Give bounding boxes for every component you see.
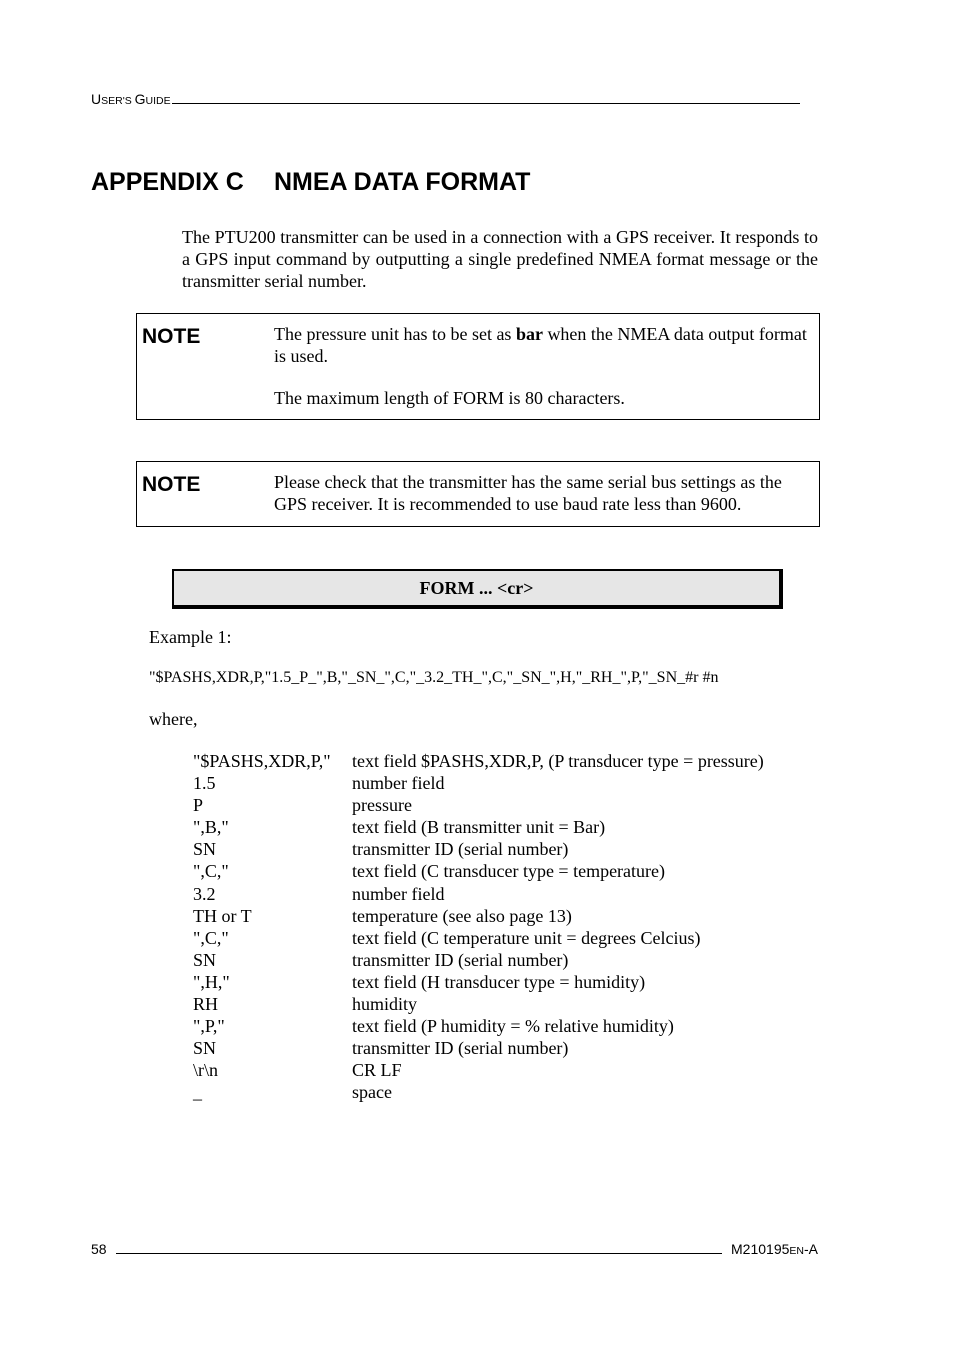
definition-key: \r\n xyxy=(193,1060,218,1081)
note-text: Please check that the transmitter has the same serial bus settings as the GPS receiver. It is recommended to use baud rate less than 9600. xyxy=(274,472,782,514)
doc-code-main: M210195 xyxy=(731,1241,790,1257)
definition-value: text field $PASHS,XDR,P, (P transducer type = pressure) xyxy=(352,751,764,771)
header-rule xyxy=(172,90,800,104)
definition-key: SN xyxy=(193,949,217,970)
definition-value: transmitter ID (serial number) xyxy=(352,1038,569,1059)
definition-value: text field (B transmitter unit = Bar) xyxy=(352,817,606,838)
definition-row xyxy=(193,838,764,860)
definition-value: text field (C temperature unit = degrees Celcius) xyxy=(352,927,701,948)
note-box-pressure-unit xyxy=(136,313,820,420)
note-text-part: when the NMEA data output format is used. xyxy=(274,324,807,366)
definition-key: ",C," xyxy=(193,927,229,948)
definition-value: transmitter ID (serial number) xyxy=(352,839,569,860)
where-label: where, xyxy=(149,709,198,729)
definition-value: pressure xyxy=(352,795,412,816)
page-number: 58 xyxy=(91,1241,107,1257)
definition-value: temperature (see also page 13) xyxy=(352,905,572,926)
note-line-form-length: The maximum length of FORM is 80 characters. xyxy=(274,388,625,408)
note-box-serial-settings xyxy=(136,461,820,527)
definition-row xyxy=(193,794,764,816)
definition-row xyxy=(193,1081,764,1103)
definition-row xyxy=(193,772,764,794)
running-footer xyxy=(91,1240,818,1257)
definition-key: SN xyxy=(193,839,217,860)
definition-key: _ xyxy=(193,1082,202,1103)
definition-key: ",H," xyxy=(193,971,230,992)
doc-code-suffix: -A xyxy=(804,1241,818,1257)
field-definitions xyxy=(193,750,764,1104)
definition-value: text field (P humidity = % relative humidity) xyxy=(352,1016,674,1037)
definition-value: transmitter ID (serial number) xyxy=(352,949,569,970)
definition-key: "$PASHS,XDR,P," xyxy=(193,751,331,771)
appendix-number: APPENDIX C xyxy=(91,168,244,196)
definition-key: TH or T xyxy=(193,905,252,926)
header-guide-uide: UIDE xyxy=(145,95,171,107)
definition-key: 1.5 xyxy=(193,773,216,794)
definition-row xyxy=(193,1059,764,1081)
definition-row xyxy=(193,1037,764,1059)
definition-row xyxy=(193,750,764,772)
example-string: "$PASHS,XDR,P,"1.5_P_",B,"_SN_",C,"_3.2_TH_",C,"_SN_",H,"_RH_",P,"_SN_#r #n xyxy=(149,669,719,686)
definition-row xyxy=(193,905,764,927)
definition-value: space xyxy=(352,1082,392,1103)
definition-row xyxy=(193,816,764,838)
doc-code-en: EN xyxy=(789,1245,804,1257)
document-code xyxy=(731,1241,818,1257)
definition-row xyxy=(193,860,764,882)
example-label: Example 1: xyxy=(149,627,232,647)
definition-key: P xyxy=(193,795,204,816)
definition-key: RH xyxy=(193,994,219,1015)
definition-value: text field (C transducer type = temperature) xyxy=(352,861,666,882)
definition-row xyxy=(193,993,764,1015)
definition-value: humidity xyxy=(352,994,418,1015)
note-text xyxy=(274,323,819,409)
definition-key: 3.2 xyxy=(193,883,216,904)
definition-value: number field xyxy=(352,883,445,904)
command-box: FORM ... <cr> xyxy=(172,569,783,609)
note-label: NOTE xyxy=(142,325,201,348)
definition-value: CR LF xyxy=(352,1060,402,1081)
running-header xyxy=(91,90,817,107)
definition-key: SN xyxy=(193,1038,217,1059)
definition-row xyxy=(193,1015,764,1037)
definition-row xyxy=(193,927,764,949)
definition-key: ",B," xyxy=(193,817,229,838)
intro-paragraph: The PTU200 transmitter can be used in a connection with a GPS receiver. It responds to a GPS input command by outputting a single predefined NMEA format message or the transmitter serial number. xyxy=(182,227,818,291)
definition-value: text field (H transducer type = humidity) xyxy=(352,971,646,992)
definition-key: ",P," xyxy=(193,1016,225,1037)
definition-value: number field xyxy=(352,773,445,794)
definition-row xyxy=(193,971,764,993)
appendix-heading: NMEA DATA FORMAT xyxy=(274,168,531,196)
note-text-part: The pressure unit has to be set as xyxy=(274,324,516,344)
header-guide-u: U xyxy=(91,91,102,107)
footer-rule xyxy=(116,1240,722,1254)
note-label: NOTE xyxy=(142,473,201,496)
definition-row xyxy=(193,949,764,971)
definition-key: ",C," xyxy=(193,861,229,882)
header-guide-g: G xyxy=(134,91,146,107)
note-line-pressure xyxy=(274,323,819,367)
definition-row xyxy=(193,883,764,905)
appendix-title xyxy=(91,168,530,197)
note-bold-unit: bar xyxy=(515,324,543,344)
header-guide-ser: SER'S xyxy=(101,95,135,107)
